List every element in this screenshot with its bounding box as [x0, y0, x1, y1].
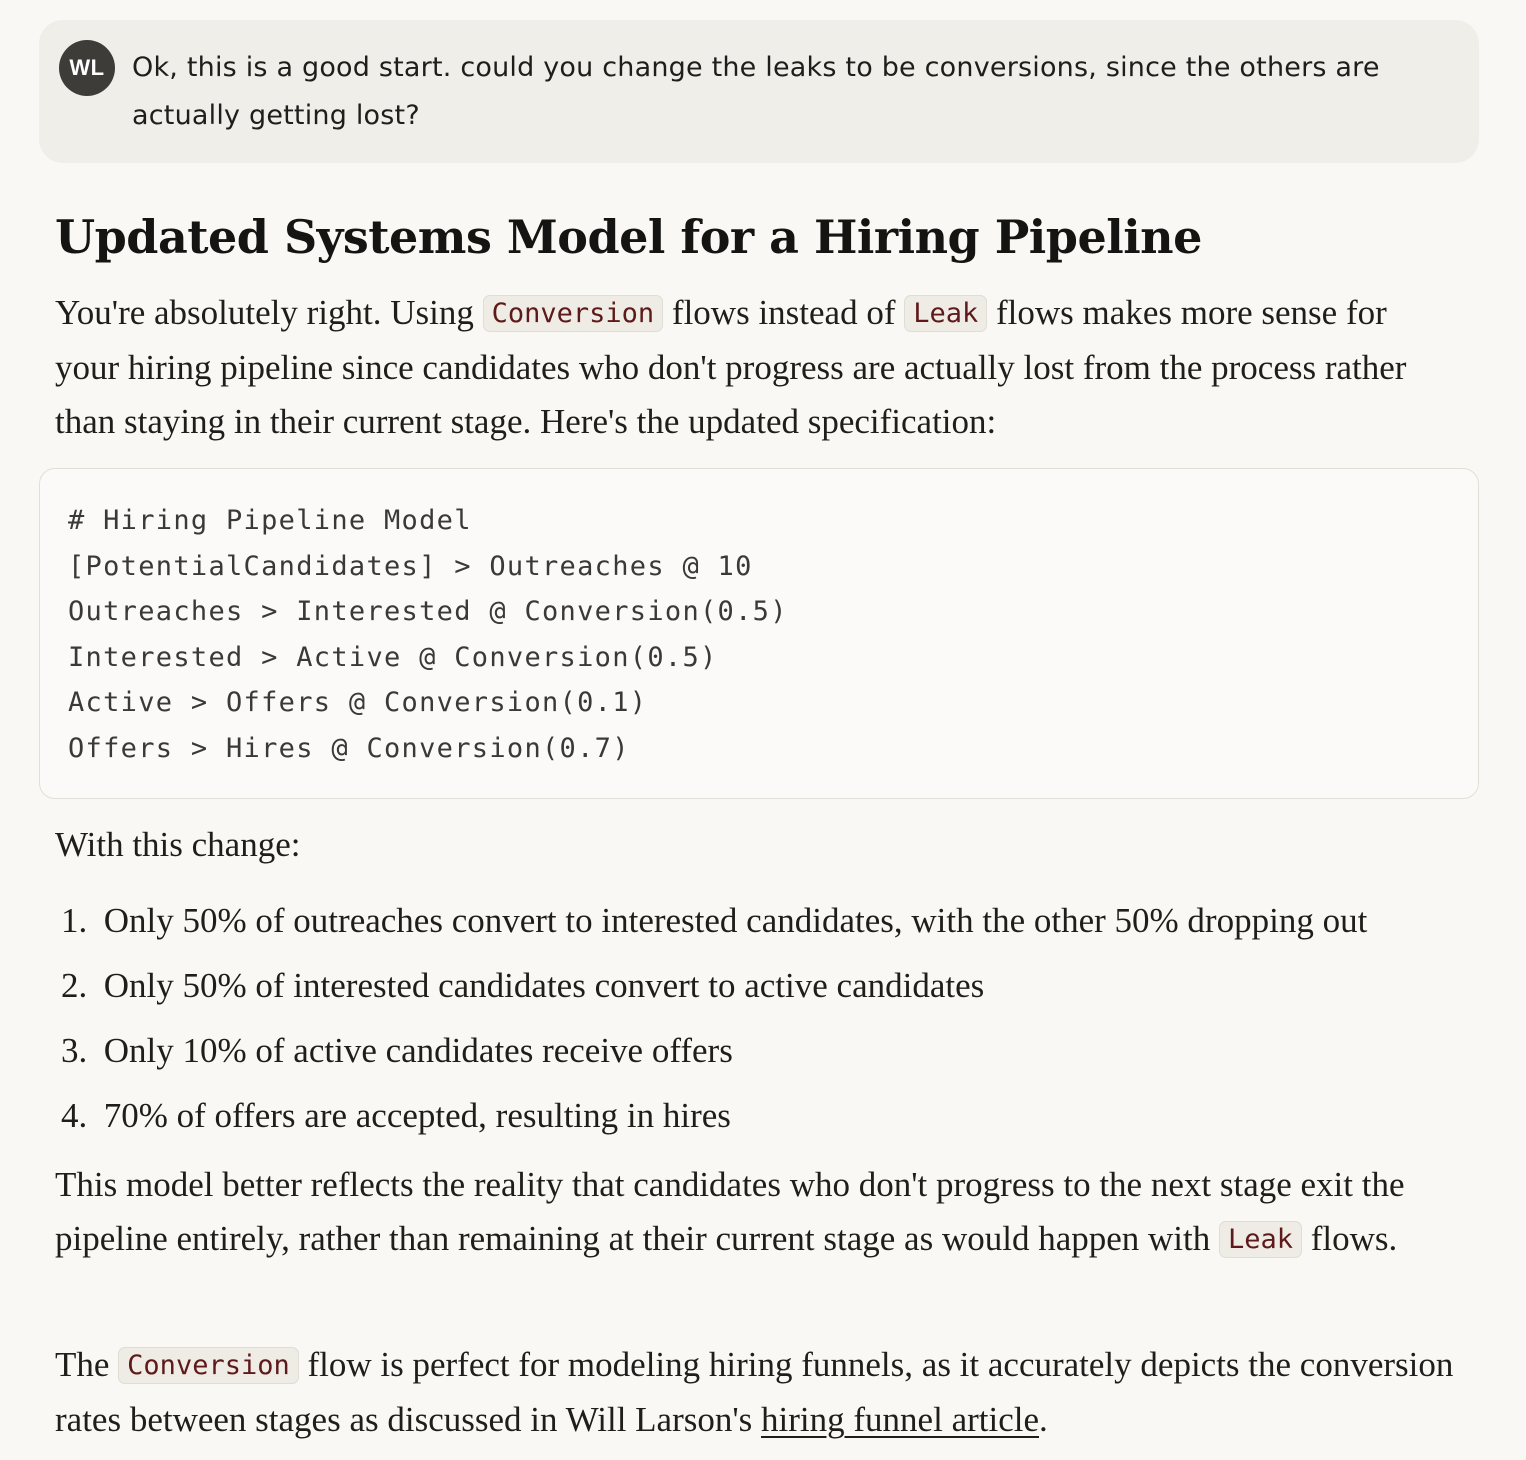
changes-list [61, 888, 1367, 1148]
list-item-text: 70% of offers are accepted, resulting in hires [103, 1096, 731, 1135]
list-item-text: Only 50% of interested candidates convert to active candidates [103, 966, 985, 1005]
inline-code-conversion: Conversion [483, 295, 664, 332]
list-item-number: 3. [61, 1031, 88, 1070]
user-avatar[interactable]: WL [59, 40, 115, 96]
reflection-text-2: flows. [1302, 1219, 1398, 1258]
hiring-funnel-article-link[interactable]: hiring funnel article [761, 1400, 1039, 1439]
code-line: Interested > Active @ Conversion(0.5) [68, 641, 718, 673]
list-item [61, 953, 1367, 1018]
closing-text-3: . [1039, 1400, 1048, 1439]
list-item-number: 1. [61, 901, 88, 940]
intro-text-2: flows instead of [663, 293, 905, 332]
inline-code-leak: Leak [904, 295, 987, 332]
list-item [61, 888, 1367, 953]
reflection-paragraph [55, 1158, 1455, 1267]
closing-text-2: flow is perfect for modeling hiring funnels, as it accurately depicts the conversion rates between stages as discussed in Will Larson's [55, 1345, 1454, 1439]
intro-paragraph [55, 286, 1455, 449]
change-heading: With this change: [55, 825, 301, 864]
list-item-number: 2. [61, 966, 88, 1005]
list-item-text: Only 50% of outreaches convert to interested candidates, with the other 50% dropping out [103, 901, 1368, 940]
code-block[interactable] [39, 468, 1479, 799]
code-line: # Hiring Pipeline Model [68, 505, 472, 536]
user-message-text: Ok, this is a good start. could you change the leaks to be conversions, since the others are actually getting lost? [132, 52, 1380, 131]
response-title: Updated Systems Model for a Hiring Pipeline [55, 210, 1202, 264]
code-line: Active > Offers @ Conversion(0.1) [68, 687, 648, 718]
closing-paragraph [55, 1338, 1455, 1447]
inline-code-conversion: Conversion [118, 1347, 299, 1384]
user-message [39, 20, 1479, 163]
code-line: [PotentialCandidates] > Outreaches @ 10 [68, 550, 753, 582]
reflection-text-1: This model better reflects the reality that candidates who don't progress to the next stage exit the pipeline entirely, rather than remaining at their current stage as would happen with [55, 1165, 1405, 1258]
list-item [61, 1083, 1367, 1148]
list-item-text: Only 10% of active candidates receive offers [103, 1031, 733, 1070]
intro-text-3: flows makes more sense for your hiring pipeline since candidates who don't progress are actually lost from the process rather than staying in their current stage. Here's the updated specification: [55, 293, 1407, 441]
list-item-number: 4. [61, 1096, 88, 1135]
closing-text-1: The [55, 1345, 119, 1384]
list-item [61, 1018, 1367, 1083]
code-content [68, 498, 788, 771]
intro-text-1: You're absolutely right. Using [55, 293, 483, 332]
code-line: Outreaches > Interested @ Conversion(0.5) [68, 596, 788, 627]
inline-code-leak: Leak [1219, 1221, 1302, 1258]
code-line: Offers > Hires @ Conversion(0.7) [68, 732, 630, 764]
